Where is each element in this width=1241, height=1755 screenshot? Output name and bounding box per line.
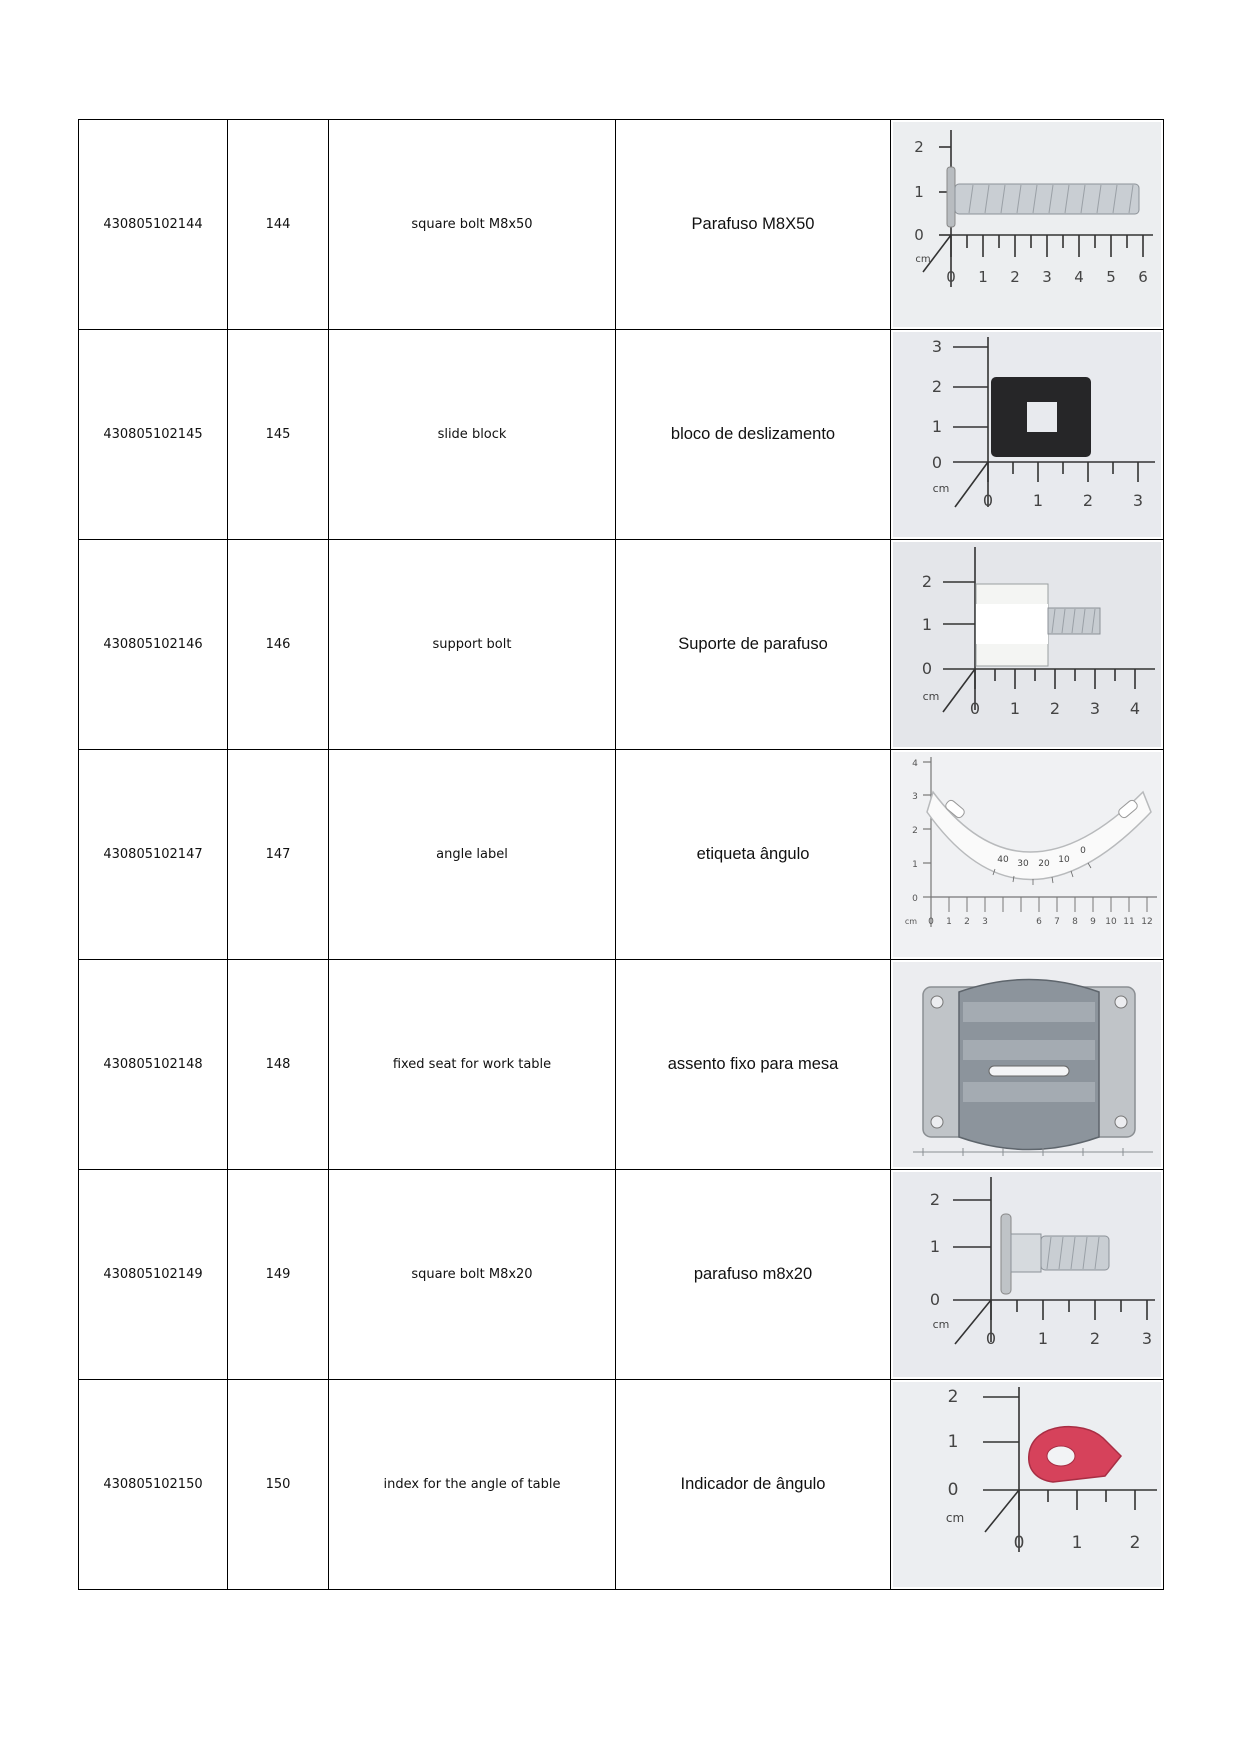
x-tick-label: 11 bbox=[1123, 917, 1135, 927]
part-number: 430805102150 bbox=[79, 1380, 228, 1590]
x-tick-label: 0 bbox=[1013, 1533, 1025, 1553]
x-tick-label: 12 bbox=[1141, 917, 1153, 927]
x-tick-label: 6 bbox=[1138, 268, 1148, 286]
unit-label: cm bbox=[904, 917, 918, 926]
x-tick-label: 0 bbox=[969, 699, 981, 718]
x-tick-label: 9 bbox=[1090, 917, 1096, 927]
x-tick-label: 2 bbox=[964, 917, 970, 927]
part-photo-cell bbox=[891, 330, 1164, 540]
x-tick-label: 4 bbox=[1074, 268, 1084, 286]
position-number: 150 bbox=[228, 1380, 329, 1590]
y-tick-label: 2 bbox=[931, 377, 943, 396]
position-number: 146 bbox=[228, 540, 329, 750]
angle-index-photo bbox=[893, 1382, 1161, 1587]
part-photo-cell bbox=[891, 540, 1164, 750]
x-tick-label: 1 bbox=[978, 268, 988, 286]
y-tick-label: 2 bbox=[912, 826, 918, 836]
x-tick-label: 1 bbox=[1009, 699, 1021, 718]
position-number: 147 bbox=[228, 750, 329, 960]
y-tick-label: 2 bbox=[914, 138, 924, 156]
slide-block-photo bbox=[893, 332, 1161, 537]
description-english: fixed seat for work table bbox=[329, 960, 616, 1170]
square-bolt-m8x50-photo bbox=[893, 122, 1161, 327]
x-tick-label: 3 bbox=[1089, 699, 1101, 718]
support-bolt-photo bbox=[893, 542, 1161, 747]
table-row bbox=[79, 750, 1164, 960]
fixed-seat-photo bbox=[893, 962, 1161, 1167]
y-tick-label: 3 bbox=[912, 792, 918, 802]
x-tick-label: 2 bbox=[1129, 1533, 1141, 1553]
unit-label: cm bbox=[932, 1318, 950, 1331]
part-photo-cell bbox=[891, 1170, 1164, 1380]
angle-scale-label: 20 bbox=[1038, 859, 1050, 869]
x-tick-label: 3 bbox=[1132, 491, 1144, 510]
table-row bbox=[79, 960, 1164, 1170]
parts-table bbox=[78, 119, 1164, 1590]
part-photo-cell bbox=[891, 960, 1164, 1170]
table-row bbox=[79, 1170, 1164, 1380]
y-tick-label: 0 bbox=[912, 894, 918, 904]
x-tick-label: 5 bbox=[1106, 268, 1116, 286]
x-tick-label: 1 bbox=[1032, 491, 1044, 510]
position-number: 148 bbox=[228, 960, 329, 1170]
x-tick-label: 6 bbox=[1036, 917, 1042, 927]
y-tick-label: 1 bbox=[921, 615, 933, 634]
position-number: 145 bbox=[228, 330, 329, 540]
part-photo-cell bbox=[891, 1380, 1164, 1590]
x-tick-label: 0 bbox=[982, 491, 994, 510]
x-tick-label: 1 bbox=[946, 917, 952, 927]
x-tick-label: 0 bbox=[928, 917, 934, 927]
x-tick-label: 10 bbox=[1105, 917, 1117, 927]
position-number: 149 bbox=[228, 1170, 329, 1380]
y-tick-label: 0 bbox=[931, 453, 943, 472]
angle-label-photo bbox=[893, 752, 1161, 957]
x-tick-label: 1 bbox=[1037, 1329, 1049, 1348]
y-tick-label: 0 bbox=[921, 659, 933, 678]
y-tick-label: 1 bbox=[947, 1432, 959, 1452]
part-number: 430805102146 bbox=[79, 540, 228, 750]
y-tick-label: 0 bbox=[914, 226, 924, 244]
x-tick-label: 3 bbox=[982, 917, 988, 927]
table-row bbox=[79, 1380, 1164, 1590]
description-english: support bolt bbox=[329, 540, 616, 750]
part-number: 430805102149 bbox=[79, 1170, 228, 1380]
angle-scale-label: 0 bbox=[1080, 846, 1086, 856]
angle-scale-label: 10 bbox=[1058, 855, 1070, 865]
position-number: 144 bbox=[228, 120, 329, 330]
y-tick-label: 1 bbox=[914, 183, 924, 201]
angle-scale-label: 40 bbox=[997, 855, 1009, 865]
x-tick-label: 3 bbox=[1042, 268, 1052, 286]
description-portuguese: assento fixo para mesa bbox=[616, 960, 891, 1170]
description-english: square bolt M8x20 bbox=[329, 1170, 616, 1380]
x-tick-label: 2 bbox=[1010, 268, 1020, 286]
x-tick-label: 4 bbox=[1129, 699, 1141, 718]
unit-label: cm bbox=[945, 1511, 965, 1525]
x-tick-label: 3 bbox=[1141, 1329, 1153, 1348]
x-tick-label: 0 bbox=[985, 1329, 997, 1348]
description-english: square bolt M8x50 bbox=[329, 120, 616, 330]
y-tick-label: 1 bbox=[912, 860, 918, 870]
part-number: 430805102147 bbox=[79, 750, 228, 960]
part-number: 430805102145 bbox=[79, 330, 228, 540]
x-tick-label: 8 bbox=[1072, 917, 1078, 927]
table-row bbox=[79, 330, 1164, 540]
description-portuguese: bloco de deslizamento bbox=[616, 330, 891, 540]
x-tick-label: 0 bbox=[946, 268, 956, 286]
part-number: 430805102144 bbox=[79, 120, 228, 330]
description-portuguese: parafuso m8x20 bbox=[616, 1170, 891, 1380]
part-number: 430805102148 bbox=[79, 960, 228, 1170]
y-tick-label: 0 bbox=[947, 1480, 959, 1500]
description-portuguese: Parafuso M8X50 bbox=[616, 120, 891, 330]
description-english: slide block bbox=[329, 330, 616, 540]
y-tick-label: 0 bbox=[929, 1290, 941, 1309]
square-bolt-m8x20-photo bbox=[893, 1172, 1161, 1377]
x-tick-label: 2 bbox=[1049, 699, 1061, 718]
part-photo-cell bbox=[891, 120, 1164, 330]
part-photo-cell bbox=[891, 750, 1164, 960]
table-row bbox=[79, 540, 1164, 750]
y-tick-label: 2 bbox=[921, 572, 933, 591]
description-portuguese: Indicador de ângulo bbox=[616, 1380, 891, 1590]
x-tick-label: 1 bbox=[1071, 1533, 1083, 1553]
y-tick-label: 2 bbox=[929, 1190, 941, 1209]
description-english: angle label bbox=[329, 750, 616, 960]
unit-label: cm bbox=[915, 254, 931, 265]
y-tick-label: 3 bbox=[931, 337, 943, 356]
x-tick-label: 2 bbox=[1089, 1329, 1101, 1348]
table-row bbox=[79, 120, 1164, 330]
description-portuguese: etiqueta ângulo bbox=[616, 750, 891, 960]
y-tick-label: 1 bbox=[929, 1237, 941, 1256]
y-tick-label: 1 bbox=[931, 417, 943, 436]
x-tick-label: 7 bbox=[1054, 917, 1060, 927]
unit-label: cm bbox=[932, 482, 950, 495]
angle-scale-label: 30 bbox=[1017, 859, 1029, 869]
x-tick-label: 2 bbox=[1082, 491, 1094, 510]
description-english: index for the angle of table bbox=[329, 1380, 616, 1590]
y-tick-label: 4 bbox=[912, 759, 918, 769]
description-portuguese: Suporte de parafuso bbox=[616, 540, 891, 750]
y-tick-label: 2 bbox=[947, 1387, 959, 1407]
unit-label: cm bbox=[922, 690, 940, 703]
